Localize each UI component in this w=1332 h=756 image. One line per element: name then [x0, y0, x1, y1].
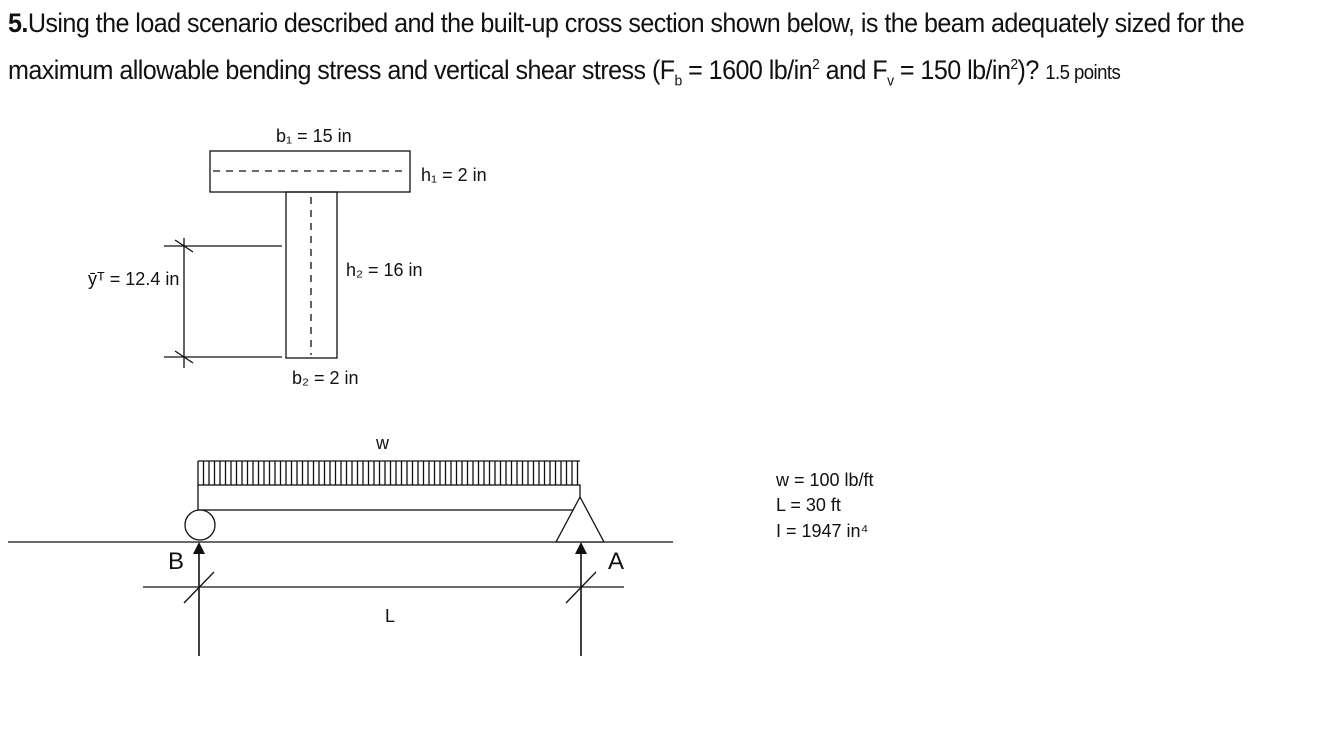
roller-support	[185, 510, 215, 540]
load-label: w	[376, 433, 389, 453]
fb-subscript: b	[674, 72, 682, 90]
question-number: 5.	[8, 8, 28, 38]
pin-support	[556, 497, 604, 542]
close-text: )?	[1017, 55, 1046, 85]
and-text: and F	[819, 55, 888, 85]
points-label: 1.5 points	[1045, 62, 1121, 84]
fb-exponent: 2	[812, 56, 820, 73]
reaction-arrow-a	[575, 542, 587, 554]
b2-label: b₂ = 2 in	[292, 368, 359, 388]
h2-label: h₂ = 16 in	[346, 260, 423, 280]
given-w: w = 100 lb/ft	[776, 470, 874, 490]
fv-exponent: 2	[1010, 56, 1018, 73]
given-I: I = 1947 in⁴	[776, 521, 869, 541]
fb-value: = 1600 lb/in	[681, 55, 813, 85]
question-line-2-text: maximum allowable bending stress and vertical shear stress (F	[8, 55, 675, 85]
beam	[8, 485, 673, 656]
b1-label: b₁ = 15 in	[276, 126, 352, 146]
reaction-arrow-b	[193, 542, 205, 554]
question-line-1-text: Using the load scenario described and the built-up cross section shown below, is the beam adequately sized for the	[27, 8, 1245, 38]
support-b-label: B	[168, 548, 185, 575]
span-label: L	[385, 606, 396, 626]
ybar-label: ȳᵀ = 12.4 in	[88, 269, 180, 289]
beam-rect	[198, 485, 580, 510]
given-L: L = 30 ft	[776, 495, 841, 515]
fv-value: = 150 lb/in	[893, 55, 1011, 85]
fv-subscript: v	[887, 72, 894, 90]
load-ticks	[198, 461, 578, 485]
h1-label: h₁ = 2 in	[421, 165, 487, 185]
support-a-label: A	[608, 548, 625, 575]
distributed-load	[198, 461, 580, 485]
